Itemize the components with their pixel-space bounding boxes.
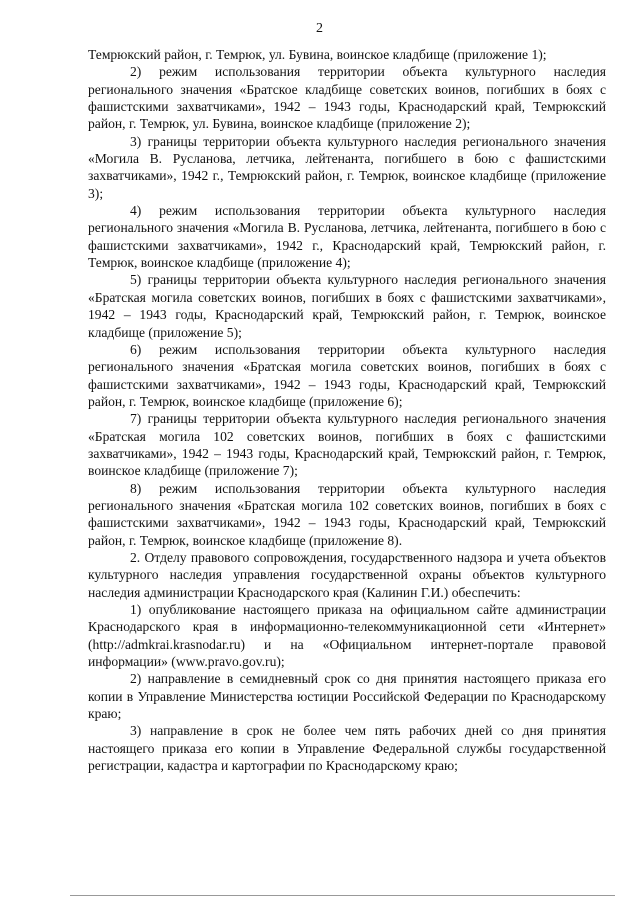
paragraph-section-2: 2. Отделу правового сопровождения, государственного надзора и учета объектов культурного наследия управления государственной охраны объектов культурного наследия администрации Краснодарского края (Калинин Г.И.) обеспечить: [88, 549, 606, 600]
page-number: 2 [316, 21, 323, 36]
paragraph-item-5: 5) границы территории объекта культурного наследия регионального значения «Братская могила советских воинов, погибших в боях с фашистскими захватчиками», 1942 – 1943 годы, Краснодарский край, Темрюкский район, г. Темрюк, воинское кладбище (приложение 5); [88, 272, 606, 340]
paragraph-item-2: 2) режим использования территории объекта культурного наследия регионального значения «Братское кладбище советских воинов, погибших в боях с фашистскими захватчиками», 1942 – 1943 годы, Краснодарский край, Темрюкский район, г. Темрюк, ул. Бувина, воинское кладбище (приложение 2); [88, 64, 606, 132]
document-body [88, 46, 606, 774]
paragraph-item-4: 4) режим использования территории объекта культурного наследия регионального значения «Могила В. Русланова, летчика, лейтенанта, погибшего в бою с фашистскими захватчиками», 1942 г., Краснодарский край, Темрюкский район, г. Темрюк, воинское кладбище (приложение 4); [88, 203, 606, 271]
paragraph-item-3: 3) границы территории объекта культурного наследия регионального значения «Могила В. Русланова, летчика, лейтенанта, погибшего в бою с фашистскими захватчиками», 1942 г., Темрюкский район, г. Темрюк, воинское кладбище (приложение 3); [88, 133, 606, 201]
paragraph-subitem-1: 1) опубликование настоящего приказа на официальном сайте администрации Краснодарского края в информационно-телекоммуникационной сети «Интернет» (http://admkrai.krasnodar.ru) и на «Официальном интернет-портале правовой информации» (www.pravo.gov.ru); [88, 602, 606, 670]
paragraph-item-7: 7) границы территории объекта культурного наследия регионального значения «Братская могила 102 советских воинов, погибших в боях с фашистскими захватчиками», 1942 – 1943 годы, Краснодарский край, Темрюкский район, г. Темрюк, воинское кладбище (приложение 7); [88, 411, 606, 479]
paragraph-subitem-3: 3) направление в срок не более чем пять рабочих дней со дня принятия настоящего приказа его копии в Управление Федеральной службы государственной регистрации, кадастра и картографии по Краснодарскому краю; [88, 723, 606, 774]
paragraph-item-6: 6) режим использования территории объекта культурного наследия регионального значения «Братская могила советских воинов, погибших в боях с фашистскими захватчиками», 1942 – 1943 годы, Краснодарский край, Темрюкский район, г. Темрюк, воинское кладбище (приложение 6); [88, 341, 606, 409]
scan-edge-line [70, 895, 615, 896]
paragraph-continuation: Темрюкский район, г. Темрюк, ул. Бувина, воинское кладбище (приложение 1); [88, 47, 547, 62]
paragraph-subitem-2: 2) направление в семидневный срок со дня принятия настоящего приказа его копии в Управление Министерства юстиции Российской Федерации по Краснодарскому краю; [88, 671, 606, 722]
paragraph-item-8: 8) режим использования территории объекта культурного наследия регионального значения «Братская могила 102 советских воинов, погибших в боях с фашистскими захватчиками», 1942 – 1943 годы, Краснодарский край, Темрюкский район, г. Темрюк, воинское кладбище (приложение 8). [88, 480, 606, 548]
